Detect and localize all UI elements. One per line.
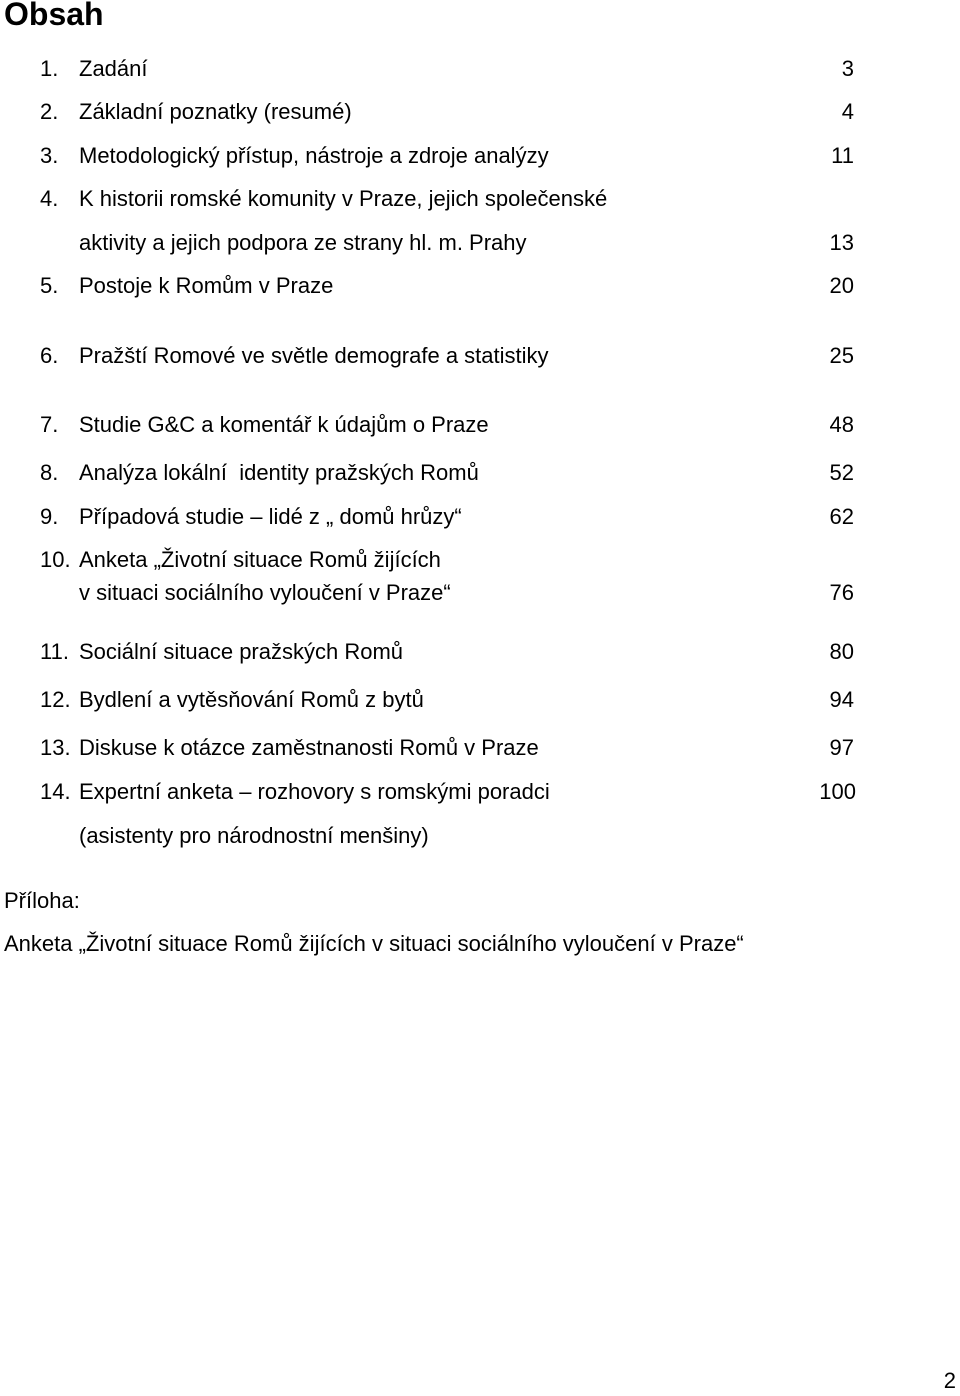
toc-entry-title-continued: (asistenty pro národnostní menšiny) [79, 823, 429, 848]
toc-entry-title: Základní poznatky (resumé) [79, 99, 352, 124]
toc-entry-title-continued: aktivity a jejich podpora ze strany hl. m. Prahy [79, 230, 527, 255]
toc-entry-continuation[interactable] [0, 821, 960, 851]
toc-entry-number: 10. [40, 547, 71, 572]
page-number: 2 [943, 1368, 956, 1393]
toc-entry-page: 13 [829, 230, 854, 255]
toc-entry-number: 1. [40, 56, 59, 81]
toc-entry[interactable] [0, 502, 960, 532]
toc-entry-title: Sociální situace pražských Romů [79, 639, 404, 664]
toc-entry[interactable] [0, 141, 960, 171]
toc-entry-title: Zadání [79, 56, 148, 81]
appendix-title: Anketa „Životní situace Romů žijících v situaci sociálního vyloučení v Praze“ [4, 931, 744, 956]
toc-entry[interactable] [0, 637, 960, 667]
toc-entry-number: 6. [40, 343, 59, 368]
toc-entry-page: 100 [819, 779, 856, 804]
toc-entry-number: 8. [40, 460, 59, 485]
toc-entry-number: 9. [40, 504, 59, 529]
toc-entry-page: 97 [829, 735, 854, 760]
toc-entry-number: 4. [40, 186, 59, 211]
toc-entry-title: Metodologický přístup, nástroje a zdroje analýzy [79, 143, 549, 168]
toc-entry-title: K historii romské komunity v Praze, jejich společenské [79, 186, 608, 211]
toc-entry-page: 76 [829, 580, 854, 605]
toc-entry[interactable] [0, 271, 960, 301]
toc-entry[interactable] [0, 54, 960, 84]
toc-entry-number: 11. [40, 639, 69, 664]
toc-entry-title: Postoje k Romům v Praze [79, 273, 334, 298]
toc-entry-page: 20 [829, 273, 854, 298]
toc-entry[interactable] [0, 777, 960, 807]
toc-entry-title: Analýza lokální identity pražských Romů [79, 460, 479, 485]
toc-entry-page: 94 [829, 687, 854, 712]
toc-entry-continuation[interactable] [0, 228, 960, 258]
toc-entry-title: Studie G&C a komentář k údajům o Praze [79, 412, 489, 437]
toc-entry-page: 3 [841, 56, 854, 81]
toc-entry[interactable] [0, 184, 960, 214]
toc-entry-page: 25 [829, 343, 854, 368]
toc-entry-page: 62 [829, 504, 854, 529]
toc-entry-number: 12. [40, 687, 71, 712]
toc-entry[interactable] [0, 685, 960, 715]
toc-entry-title: Případová studie – lidé z „ domů hrůzy“ [79, 504, 462, 529]
page-title: Obsah [4, 0, 104, 32]
toc-entry-title: Diskuse k otázce zaměstnanosti Romů v Praze [79, 735, 539, 760]
toc-entry-continuation[interactable] [0, 578, 960, 608]
toc-entry-number: 5. [40, 273, 59, 298]
toc-entry[interactable] [0, 410, 960, 440]
toc-entry-title: Anketa „Životní situace Romů žijících [79, 547, 441, 572]
appendix-label: Příloha: [4, 888, 80, 913]
toc-entry[interactable] [0, 97, 960, 127]
toc-entry-title: Pražští Romové ve světle demografe a statistiky [79, 343, 549, 368]
toc-entry-page: 48 [829, 412, 854, 437]
toc-entry-number: 3. [40, 143, 59, 168]
toc-entry-page: 4 [841, 99, 854, 124]
toc-entry-page: 80 [829, 639, 854, 664]
toc-entry[interactable] [0, 733, 960, 763]
toc-entry-title-continued: v situaci sociálního vyloučení v Praze“ [79, 580, 451, 605]
toc-entry-page: 11 [831, 143, 854, 168]
toc-entry-number: 13. [40, 735, 71, 760]
toc-entry[interactable] [0, 545, 960, 575]
toc-entry-page: 52 [829, 460, 854, 485]
toc-entry-number: 14. [40, 779, 71, 804]
toc-entry-title: Expertní anketa – rozhovory s romskými poradci [79, 779, 550, 804]
toc-entry-title: Bydlení a vytěsňování Romů z bytů [79, 687, 424, 712]
toc-entry-number: 2. [40, 99, 59, 124]
toc-entry[interactable] [0, 458, 960, 488]
toc-entry-number: 7. [40, 412, 59, 437]
toc-entry[interactable] [0, 341, 960, 371]
